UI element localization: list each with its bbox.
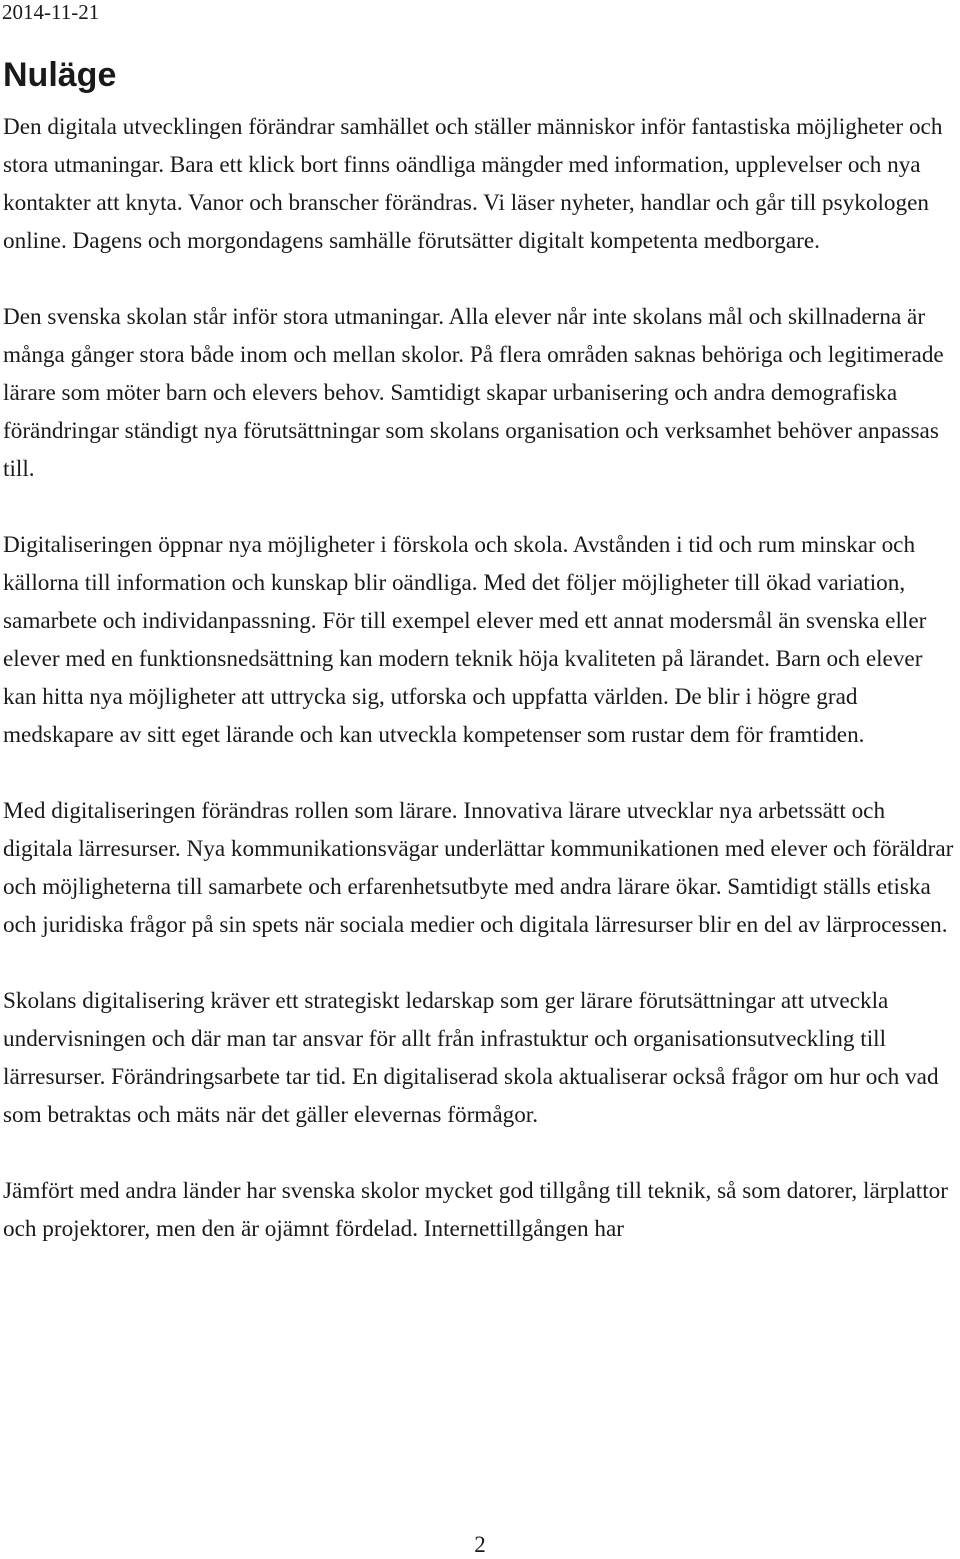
- paragraph-2: Den svenska skolan står inför stora utmaningar. Alla elever når inte skolans mål och skillnaderna är många gånger stora både inom och mellan skolor. På flera områden saknas behöriga och legitimerade lärare som möter barn och elevers behov. Samtidigt skapar urbanisering och andra demografiska förändringar ständigt nya förutsättningar som skolans organisation och verksamhet behöver anpassas till.: [3, 304, 944, 482]
- paragraph-4: Med digitaliseringen förändras rollen som lärare. Innovativa lärare utvecklar nya arbetssätt och digitala lärresurser. Nya kommunikationsvägar underlättar kommunikationen med elever och föräldrar och möjligheterna till samarbete och erfarenhetsutbyte med andra lärare ökar. Samtidigt ställs etiska och juridiska frågor på sin spets när sociala medier och digitala lärresurser blir en del av lärprocessen.: [3, 798, 954, 938]
- document-body: [3, 108, 958, 1286]
- paragraph-5: Skolans digitalisering kräver ett strategiskt ledarskap som ger lärare förutsättningar att utveckla undervisningen och där man tar ansvar för allt från infrastuktur och organisationsutveckling till lärresurser. Förändringsarbete tar tid. En digitaliserad skola aktualiserar också frågor om hur och vad som betraktas och mäts när det gäller elevernas förmågor.: [3, 988, 939, 1128]
- page-number: 2: [474, 1532, 486, 1557]
- paragraph-1: Den digitala utvecklingen förändrar samhället och ställer människor inför fantastiska möjligheter och stora utmaningar. Bara ett klick bort finns oändliga mängder med information, upplevelser och nya kontakter att knyta. Vanor och branscher förändras. Vi läser nyheter, handlar och går till psykologen online. Dagens och morgondagens samhälle förutsätter digitalt kompetenta medborgare.: [3, 114, 943, 254]
- page-title: Nuläge: [3, 56, 117, 94]
- document-date: 2014-11-21: [2, 0, 100, 24]
- paragraph-6: Jämfört med andra länder har svenska skolor mycket god tillgång till teknik, så som datorer, lärplattor och projektorer, men den är ojämnt fördelad. Internettillgången har: [3, 1178, 948, 1242]
- paragraph-3: Digitaliseringen öppnar nya möjligheter i förskola och skola. Avstånden i tid och rum minskar och källorna till information och kunskap blir oändliga. Med det följer möjligheter till ökad variation, samarbete och individanpassning. För till exempel elever med ett annat modersmål än svenska eller elever med en funktionsnedsättning kan modern teknik höja kvaliteten på lärandet. Barn och elever kan hitta nya möjligheter att uttrycka sig, utforska och uppfatta världen. De blir i högre grad medskapare av sitt eget lärande och kan utveckla kompetenser som rustar dem för framtiden.: [3, 532, 927, 748]
